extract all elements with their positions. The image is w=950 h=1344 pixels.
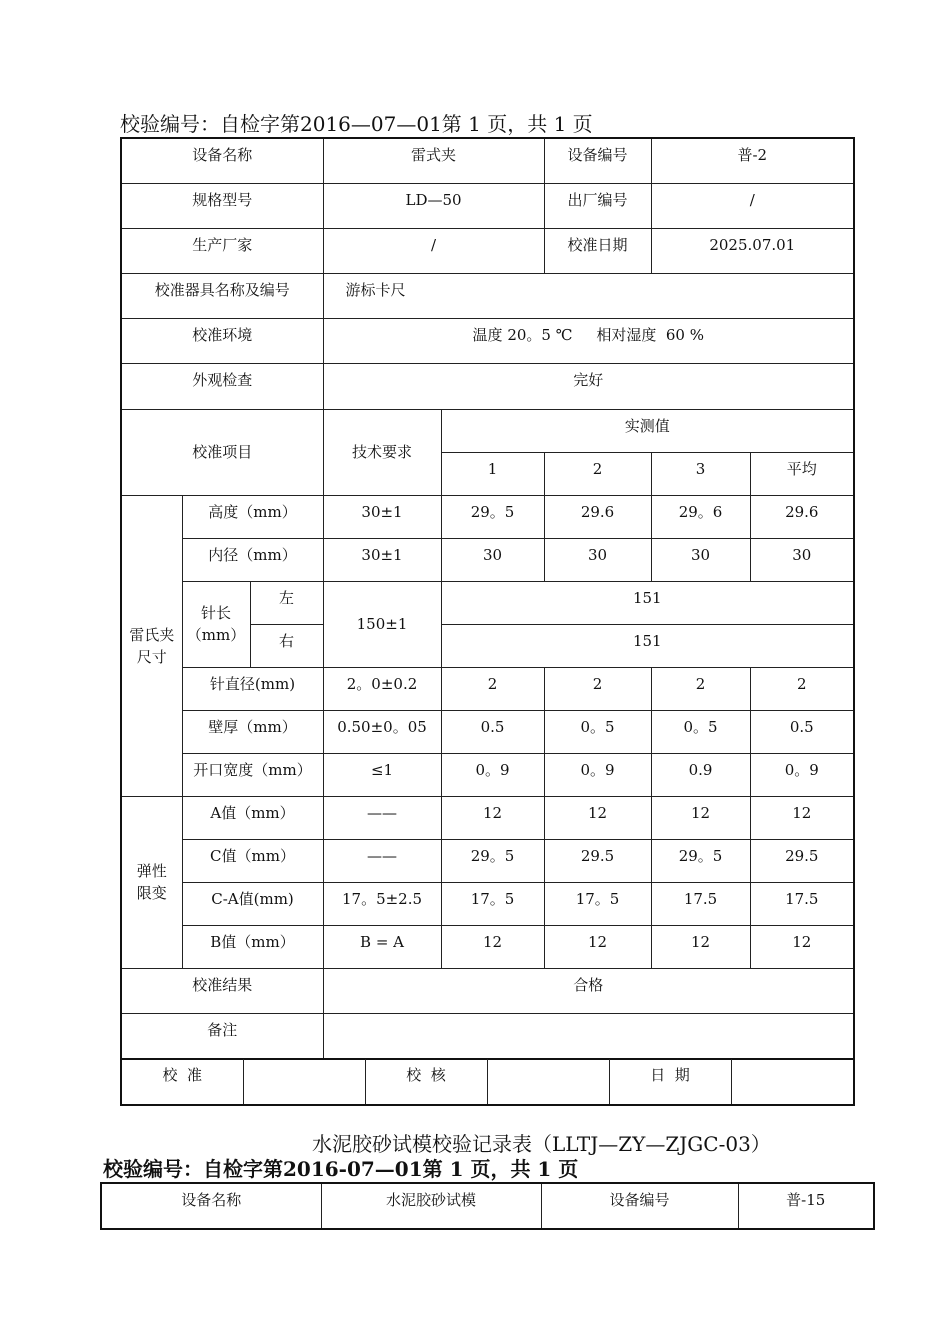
val-cell: 0。5 (651, 710, 750, 753)
row-label-a: A值（mm） (182, 796, 323, 839)
env-value: 温度 20。5 ℃ 相对湿度 60 % (323, 319, 854, 364)
row-label-needle: 针长 （mm） (182, 581, 250, 667)
model-label: 规格型号 (121, 183, 323, 228)
val-cell: 12 (651, 796, 750, 839)
cal-date-label: 校准日期 (544, 228, 651, 273)
val-cell: 0。9 (441, 753, 544, 796)
col-header-avg: 平均 (750, 452, 854, 495)
signature-row (120, 1059, 855, 1106)
req-needle: 150±1 (323, 581, 441, 667)
val-cell: 30 (750, 538, 854, 581)
device-name-value: 雷式夹 (323, 138, 544, 183)
calibration-record-table (120, 137, 855, 1060)
record-number-heading: 校验编号：自检字第2016—07—01第 1 页，共 1 页 (120, 112, 593, 136)
needle-right-label: 右 (250, 624, 323, 667)
instrument-value: 游标卡尺 (323, 274, 854, 319)
val-cell: 29。6 (651, 495, 750, 538)
val-cell: 12 (651, 925, 750, 968)
device-no-value: 普-2 (651, 138, 854, 183)
val-cell: 2 (651, 667, 750, 710)
device-name-value-2: 水泥胶砂试模 (321, 1183, 541, 1229)
row-label-b: B值（mm） (182, 925, 323, 968)
val-cell: 2 (544, 667, 651, 710)
device-name-label-2: 设备名称 (101, 1183, 321, 1229)
val-cell: 12 (544, 796, 651, 839)
device-no-value-2: 普-15 (738, 1183, 874, 1229)
val-cell: 29。5 (441, 839, 544, 882)
calibrate-label: 校 准 (121, 1059, 243, 1105)
appearance-label: 外观检查 (121, 364, 323, 409)
device-name-label: 设备名称 (121, 138, 323, 183)
row-label-wall: 壁厚（mm） (182, 710, 323, 753)
requirement-header: 技术要求 (323, 409, 441, 495)
date-label: 日 期 (609, 1059, 731, 1105)
val-cell: 2 (750, 667, 854, 710)
req-opening: ≤1 (323, 753, 441, 796)
val-cell: 2 (441, 667, 544, 710)
val-cell: 0。5 (544, 710, 651, 753)
val-cell: 0。9 (750, 753, 854, 796)
val-cell: 29。5 (441, 495, 544, 538)
col-header-2: 2 (544, 452, 651, 495)
model-value: LD—50 (323, 183, 544, 228)
row-label-ca: C-A值(mm) (182, 882, 323, 925)
col-header-3: 3 (651, 452, 750, 495)
row-label-needle-dia: 针直径(mm) (182, 667, 323, 710)
val-cell: 30 (651, 538, 750, 581)
group-label-dimensions: 雷氏夹 尺寸 (121, 495, 182, 796)
item-header: 校准项目 (121, 409, 323, 495)
record-number-heading-2: 校验编号：自检字第2016-07—01第 1 页，共 1 页 (103, 1157, 579, 1181)
val-cell: 0.5 (441, 710, 544, 753)
calibrate-signature-field (243, 1059, 365, 1105)
needle-left-value: 151 (441, 581, 854, 624)
env-label: 校准环境 (121, 319, 323, 364)
val-cell: 17.5 (651, 882, 750, 925)
result-label: 校准结果 (121, 968, 323, 1013)
date-field (731, 1059, 854, 1105)
device-no-label: 设备编号 (544, 138, 651, 183)
row-label-height: 高度（mm） (182, 495, 323, 538)
val-cell: 30 (441, 538, 544, 581)
serial-value: / (651, 183, 854, 228)
req-needle-dia: 2。0±0.2 (323, 667, 441, 710)
val-cell: 12 (441, 925, 544, 968)
req-b: B = A (323, 925, 441, 968)
req-a: —— (323, 796, 441, 839)
val-cell: 12 (544, 925, 651, 968)
col-header-1: 1 (441, 452, 544, 495)
val-cell: 12 (441, 796, 544, 839)
val-cell: 0.5 (750, 710, 854, 753)
val-cell: 29.6 (750, 495, 854, 538)
row-label-inner: 内径（mm） (182, 538, 323, 581)
device-no-label-2: 设备编号 (541, 1183, 738, 1229)
val-cell: 0。9 (544, 753, 651, 796)
val-cell: 29.5 (750, 839, 854, 882)
measured-header: 实测值 (441, 409, 854, 452)
val-cell: 17。5 (441, 882, 544, 925)
group-label-elastic: 弹性 限变 (121, 796, 182, 968)
serial-label: 出厂编号 (544, 183, 651, 228)
remark-value (323, 1013, 854, 1058)
needle-left-label: 左 (250, 581, 323, 624)
remark-label: 备注 (121, 1013, 323, 1058)
maker-label: 生产厂家 (121, 228, 323, 273)
req-inner: 30±1 (323, 538, 441, 581)
val-cell: 29。5 (651, 839, 750, 882)
val-cell: 30 (544, 538, 651, 581)
check-signature-field (487, 1059, 609, 1105)
req-c: —— (323, 839, 441, 882)
appearance-value: 完好 (323, 364, 854, 409)
val-cell: 29.5 (544, 839, 651, 882)
result-value: 合格 (323, 968, 854, 1013)
val-cell: 17。5 (544, 882, 651, 925)
val-cell: 12 (750, 796, 854, 839)
val-cell: 12 (750, 925, 854, 968)
check-label: 校 核 (365, 1059, 487, 1105)
row-label-opening: 开口宽度（mm） (182, 753, 323, 796)
instrument-label: 校准器具名称及编号 (121, 274, 323, 319)
row-label-c: C值（mm） (182, 839, 323, 882)
needle-right-value: 151 (441, 624, 854, 667)
req-ca: 17。5±2.5 (323, 882, 441, 925)
val-cell: 29.6 (544, 495, 651, 538)
mold-record-table (100, 1182, 875, 1230)
req-height: 30±1 (323, 495, 441, 538)
val-cell: 0.9 (651, 753, 750, 796)
form-title: 水泥胶砂试模校验记录表（LLTJ—ZY—ZJGC-03） (312, 1132, 771, 1156)
maker-value: / (323, 228, 544, 273)
val-cell: 17.5 (750, 882, 854, 925)
req-wall: 0.50±0。05 (323, 710, 441, 753)
cal-date-value: 2025.07.01 (651, 228, 854, 273)
